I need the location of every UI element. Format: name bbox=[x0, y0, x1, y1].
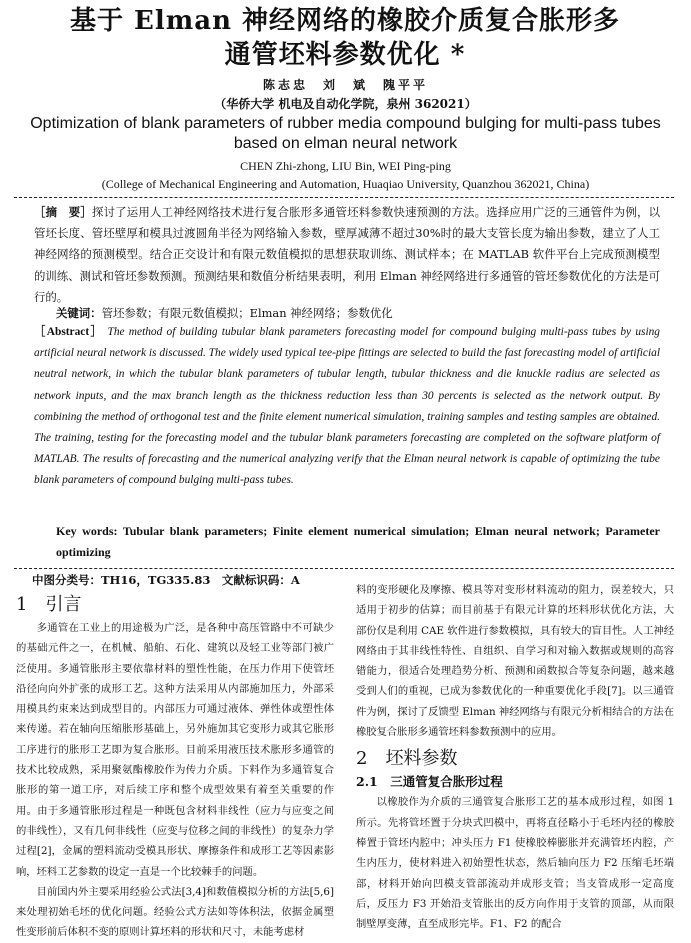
affiliation-cn: （华侨大学 机电及自动化学院，泉州 362021） bbox=[214, 97, 477, 111]
section-2-1-heading: 2.1 三通管复合胀形过程 bbox=[356, 774, 503, 790]
section-1-para-2: 目前国内外主要采用经验公式法[3,4]和数值模拟分析的方法[5,6]来处理初始毛坯的优化问题。经验公式方法如等体积法，依据金属塑性变形前后体积不变的原则计算坯料的形状和尺寸，未能考虑材 bbox=[16, 885, 334, 939]
abstract-en-label: ［Abstract］ bbox=[34, 326, 104, 338]
affiliation-en: (College of Mechanical Engineering and Automation, Huaqiao University, Quanzhou 362021, China) bbox=[101, 177, 590, 191]
keywords-cn-label: 关键词： bbox=[56, 306, 102, 320]
abstract-cn-label: ［摘 要］ bbox=[34, 205, 92, 219]
abstract-en-text: The method of building tubular blank parameters forecasting model for compound bulging multi-pass tubes by using artificial neural network is discussed. The widely used typical tee-pipe fittings are selected to build the fast forecasting model of artificial neutral network, in which the tubular blank parameters of tubular length, tubular thickness and die knuckle radius are selected as network inputs, and the max branch length as the thickness reduction less than 30 percents is selected as the network output. By combining the method of orthogonal test and the finite element numerical simulation, training samples and testing samples are obtained. The training, testing for the forecasting model and the tubular blank parameters forecasting are completed on the software platform of MATLAB. The results of forecasting and the numerical analyzing verify that the Elman neural network is capable of optimizing the tube blank parameters of compound bulging multi-pass tubes. bbox=[34, 326, 660, 487]
abstract-cn-text: 探讨了运用人工神经网络技术进行复合胀形多通管坯料参数快速预测的方法。选择应用广泛的三通管件为例，以管坯长度、管坯壁厚和模具过渡圆角半径为网络输入参数，壁厚减薄不超过30%时的最大支管长度为输出参数，建立了人工神经网络的预测模型。结合正交设计和有限元数值模拟的思想获取训练、测试样本；在 MATLAB 软件平台上完成预测模型的训练、测试和管坯参数预测。预测结果和数值分析结果表明，利用 Elman 神经网络进行多通管的管坯参数优化的方法是可行的。 bbox=[34, 205, 660, 304]
right-column bbox=[356, 580, 674, 934]
paper-title-en: Optimization of blank parameters of rubber media compound bulging for multi-pass tubes based on elman neural network bbox=[30, 115, 661, 152]
abstract-en bbox=[34, 322, 660, 492]
section-1-para-3: 料的变形硬化及摩擦、模具等对变形材料流动的阻力，误差较大，只适用于初步的估算；而目前基于有限元计算的坯料形状优化方法，大部份仅是利用 CAE 软件进行参数模拟，具有较大的盲目性。人工神经网络由于其非线性特性、自组织、自学习和对输入数据或规则的高容错能力，很适合处理趋势分析、预测和函数拟合等复杂问题，越来越受到人们的重视，已成为参数优化的一种重要优化手段[7]。以三通管件为例，探讨了反馈型 Elman 神经网络与有限元分析相结合的方法在橡胶复合胀形多通管坯料参数预测中的应用。 bbox=[356, 584, 674, 739]
keywords-en-text: Tubular blank parameters; Finite element numerical simulation; Elman neural network; Parameter optimizing bbox=[56, 524, 660, 560]
keywords-en bbox=[34, 521, 660, 563]
authors-cn: 陈志忠 刘 斌 隗平平 bbox=[262, 78, 428, 92]
section-1-heading: 1 引言 bbox=[16, 594, 82, 615]
left-column bbox=[16, 592, 334, 943]
paper-title-cn: 基于 Elman 神经网络的橡胶介质复合胀形多通管坯料参数优化 * bbox=[69, 6, 621, 70]
section-1-para-1: 多通管在工业上的用途极为广泛，是各种中高压管路中不可缺少的基础元件之一，在机械、船舶、石化、建筑以及轻工业等部门被广泛使用。多通管胀形主要依靠材料的塑性性能，在压力作用下使管坯沿径向向外扩张的成形工艺。这种方法采用从内部施加压力，外部采用模具约束来达到成型目的。内部压力可通过液体、弹性体或塑性体来传递。若在轴向压缩胀形基础上，另外施加其它变形力或其它胀形工序进行的胀形工艺即为复合胀形。目前采用液压技术胀形多通管的技术比较成熟，采用聚氨酯橡胶作为传力介质。下料作为多通管复合胀形的第一道工序，对后续工序和整个成型效果有着至关重要的作用。由于多通管胀形过程是一种既包含材料非线性（应力与应变之间的非线性），又有几何非线性（应变与位移之间的非线性）的复杂力学过程[2]，金属的塑料流动受模具形状、摩擦条件和成形工艺等因素影响，坯料工艺参数的设定一直是一个比较棘手的问题。 bbox=[16, 622, 334, 878]
abstract-box bbox=[14, 197, 674, 569]
authors-en: CHEN Zhi-zhong, LIU Bin, WEI Ping-ping bbox=[240, 159, 451, 173]
abstract-cn bbox=[34, 202, 660, 308]
section-2-para-1: 以橡胶作为介质的三通管复合胀形工艺的基本成形过程，如图 1 所示。先将管坯置于分块式凹模中，再将直径略小于毛坯内径的橡胶棒置于管坯内腔中；冲头压力 F1 使橡胶棒膨胀并充满管坯内腔，产生内压力，使材料进入初始塑性状态，然后轴向压力 F2 压缩毛坯端部，材料开始向凹模支管部流动并成形支管；当支管成形一定高度后，反压力 F3 开始沿支管胀出的反方向作用于支管的顶部，从而限制壁厚变薄，直至成形完毕。F1、F2 的配合 bbox=[356, 796, 674, 931]
keywords-en-label: Key words: bbox=[56, 524, 118, 538]
classification-line: 中图分类号：TH16，TG335.83 文献标识码：A bbox=[32, 573, 300, 587]
keywords-cn-text: 管坯参数；有限元数值模拟；Elman 神经网络；参数优化 bbox=[101, 306, 393, 320]
section-2-heading: 2 坯料参数 bbox=[356, 748, 458, 770]
